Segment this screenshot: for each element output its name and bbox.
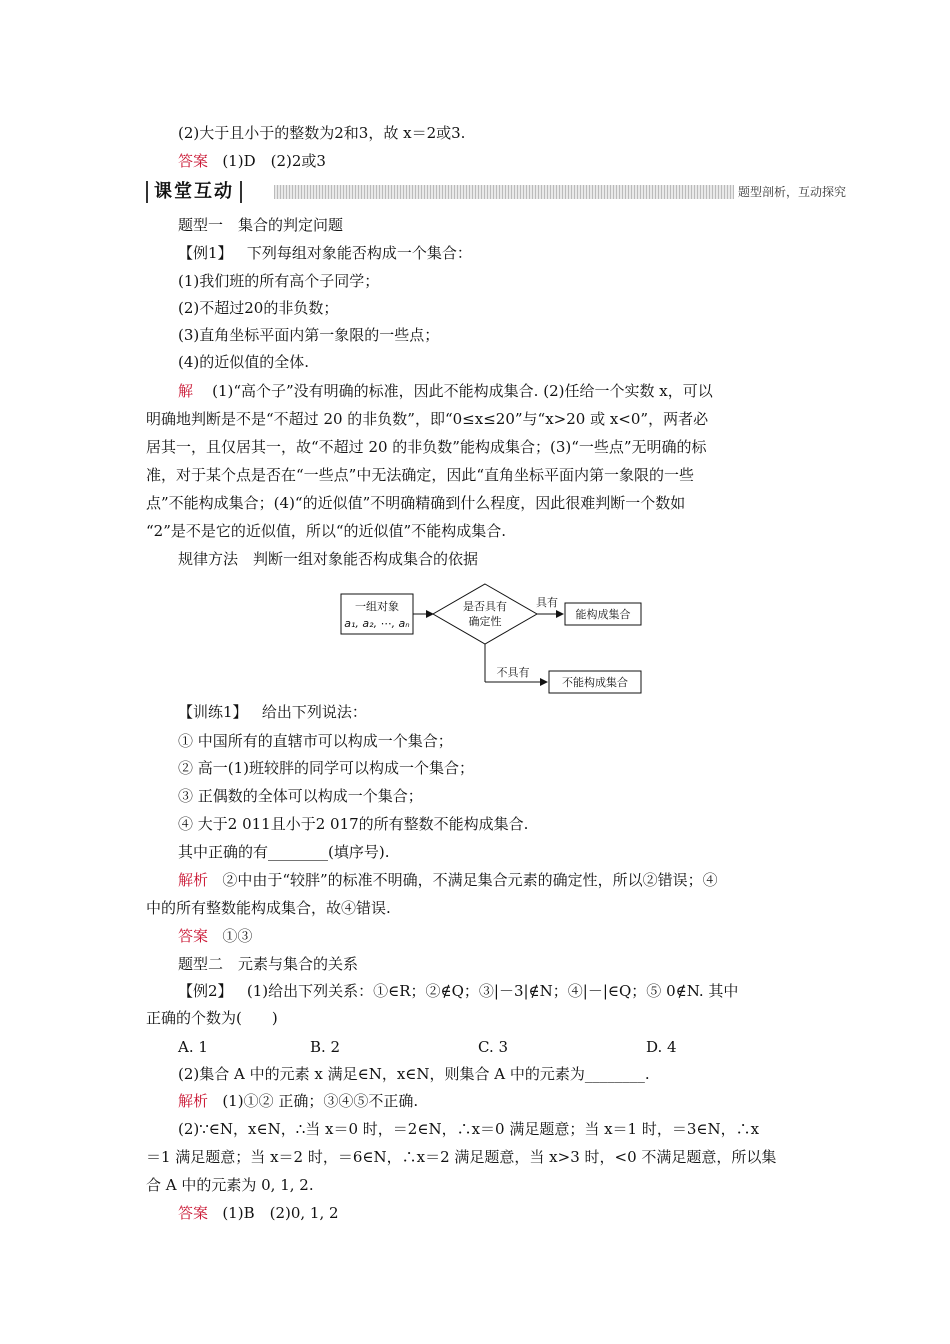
example1-item: (4)的近似值的全体. [178,353,310,371]
flow-decision-diamond [433,584,537,644]
example2-analysis-line: 合 A 中的元素为 0, 1, 2. [146,1176,314,1194]
training1-item: ③ 正偶数的全体可以构成一个集合； [178,787,423,805]
answer-label: 答案 [178,927,209,945]
analysis-label: 解析 [178,871,209,889]
flow-start-line2: a₁, a₂, ⋯, aₙ [344,617,410,630]
answer-label: 答案 [178,1204,209,1222]
solution1-line: 居其一，且仅居其一，故“不超过 20 的非负数”能构成集合；(3)“一些点”无明确的标 [146,438,707,456]
training1-question: 其中正确的有________(填序号). [178,843,390,861]
banner-title: 课堂互动 [146,181,242,203]
prev-answer [178,151,326,171]
solution-label: 解 [178,382,194,400]
example2-answer [178,1203,339,1223]
banner-subtitle: 题型剖析，互动探究 [734,182,850,202]
example2-line2: 正确的个数为( ) [146,1009,278,1027]
analysis-text: (1)①② 正确；③④⑤不正确. [222,1092,419,1110]
training1-item: ④ 大于2 011且小于2 017的所有整数不能构成集合. [178,815,529,833]
solution1-line: 点”不能构成集合；(4)“的近似值”不明确精确到什么程度，因此很难判断一个数如 [146,494,686,512]
flow-start-line1: 一组对象 [355,600,399,613]
solution1-line [178,381,713,401]
training1-label: 【训练1】 [178,703,248,721]
example1-item: (3)直角坐标平面内第一象限的一些点； [178,326,440,344]
training1-answer [178,926,252,946]
example1-label: 【例1】 [178,244,233,262]
example2-analysis-line: ＝1 满足题意；当 x＝2 时，＝6∈N，∴x＝2 满足题意，当 x>3 时，<0 不满足题意，所以集 [146,1148,777,1166]
example2-label: 【例2】 [178,982,233,1000]
prev-line: (2)大于且小于的整数为2和3，故 x＝2或3. [178,124,466,142]
example2-analysis [178,1091,418,1111]
flow-decision-line2: 确定性 [468,615,502,628]
answer-text: (1)D (2)2或3 [222,152,326,170]
flow-decision-line1: 是否具有 [463,600,507,613]
flow-no-label: 不具有 [496,666,530,679]
flow-yes-label: 具有 [536,596,558,609]
type2-heading: 题型二 元素与集合的关系 [178,955,359,973]
option-b: B. 2 [310,1038,341,1056]
training1-item: ① 中国所有的直辖市可以构成一个集合； [178,732,453,750]
answer-text: (1)B (2)0, 1, 2 [222,1204,339,1222]
training1 [178,702,367,722]
solution1-line: 准，对于某个点是否在“一些点”中无法确定，因此“直角坐标平面内第一象限的一些 [146,466,695,484]
solution1-line: 明确地判断是不是“不超过 20 的非负数”，即“0≤x≤20”与“x>20 或 x<0”，两者必 [146,410,709,428]
analysis-label: 解析 [178,1092,209,1110]
type1-heading: 题型一 集合的判定问题 [178,216,344,234]
method-line: 规律方法 判断一组对象能否构成集合的依据 [178,550,479,568]
flow-yes-result: 能构成集合 [575,608,631,621]
option-a: A. 1 [178,1038,208,1056]
example2-analysis-line: (2)∵∈N，x∈N，∴当 x＝0 时，＝2∈N，∴x＝0 满足题意；当 x＝1 时，＝3∈N，∴x [178,1120,760,1138]
training1-analysis-line2: 中的所有整数能构成集合，故④错误. [146,899,391,917]
training1-text: 给出下列说法： [261,703,367,721]
example1 [178,243,472,263]
flowchart [335,582,655,694]
analysis-text: ②中由于“较胖”的标准不明确，不满足集合元素的确定性，所以②错误；④ [222,871,718,889]
solution1-line: “2”是不是它的近似值，所以“的近似值”不能构成集合. [146,522,506,540]
example1-item: (2)不超过20的非负数； [178,299,339,317]
option-d: D. 4 [646,1038,677,1056]
example1-item: (1)我们班的所有高个子同学； [178,272,380,290]
section-banner [146,181,850,203]
example2 [178,981,738,1001]
answer-label: 答案 [178,152,209,170]
training1-analysis [178,870,718,890]
example2-part2: (2)集合 A 中的元素 x 满足∈N，x∈N，则集合 A 中的元素为________. [178,1065,650,1083]
example1-text: 下列每组对象能否构成一个集合： [246,244,472,262]
example2-text: (1)给出下列关系：①∈R；②∉Q；③|－3|∉N；④|－|∈Q；⑤ 0∉N. 其中 [246,982,739,1000]
option-c: C. 3 [478,1038,509,1056]
answer-text: ①③ [222,927,253,945]
flow-no-result: 不能构成集合 [562,676,628,689]
solution-text: (1)“高个子”没有明确的标准，因此不能构成集合. (2)任给一个实数 x，可以 [212,382,713,400]
training1-item: ② 高一(1)班较胖的同学可以构成一个集合； [178,759,475,777]
